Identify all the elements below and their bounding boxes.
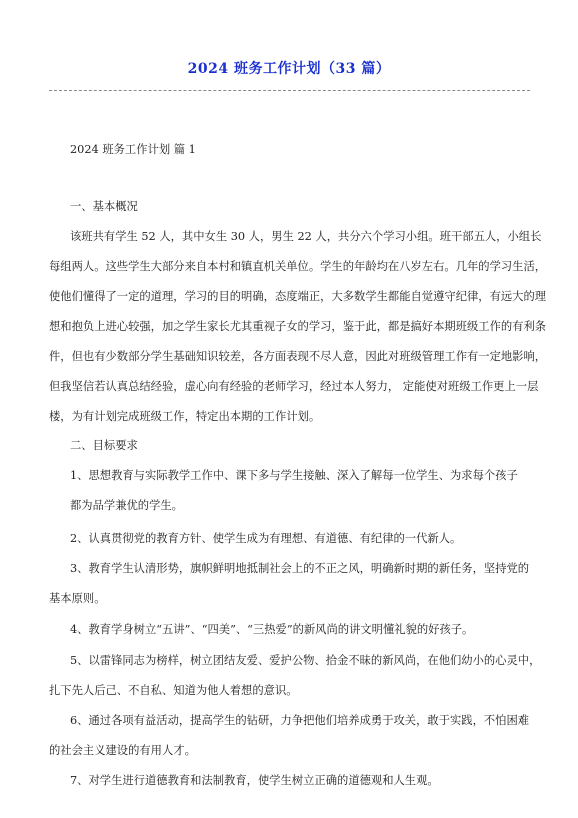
paragraph-line: 但我坚信若认真总结经验，虚心向有经验的老师学习，经过本人努力， 定能使对班级工作更上一层 <box>49 380 539 393</box>
list-item-continuation: 的社会主义建设的有用人才。 <box>49 744 196 757</box>
section-heading-overview: 一、基本概况 <box>70 200 138 213</box>
list-item: 7、对学生进行道德教育和法制教育，使学生树立正确的道德观和人生观。 <box>70 774 439 787</box>
list-item: 4、教育学身树立“五讲”、“四美”、“三热爱”的新风尚的讲文明懂礼貌的好孩子。 <box>70 623 474 636</box>
list-item: 1、思想教育与实际教学工作中、课下多与学生接触、深入了解每一位学生、为求每个孩子 <box>70 469 518 482</box>
list-item: 2、认真贯彻党的教育方针、使学生成为有理想、有道德、有纪律的一代新人。 <box>70 532 462 545</box>
paragraph-line: 想和抱负上进心较强，加之学生家长尤其重视子女的学习，鉴于此，都是搞好本期班级工作的有利条 <box>49 320 547 333</box>
list-item: 6、通过各项有益活动，提高学生的钻研，力争把他们培养成勇于攻关，敢于实践，不怕困难 <box>70 714 530 727</box>
paragraph-line: 件，但也有少数部分学生基础知识较差，各方面表现不尽人意，因此对班级管理工作有一定地影响， <box>49 350 547 363</box>
section-heading-goals: 二、目标要求 <box>70 439 138 452</box>
list-item: 5、以雷锋同志为榜样，树立团结友爱、爱护公物、拾金不昧的新风尚，在他们幼小的心灵中， <box>70 654 541 667</box>
list-item: 3、教育学生认清形势，旗帜鲜明地抵制社会上的不正之风，明确新时期的新任务，坚持党的 <box>70 562 530 575</box>
paragraph-line: 使他们懂得了一定的道理，学习的目的明确，态度端正，大多数学生都能自觉遵守纪律，有远大的理 <box>49 290 547 303</box>
paragraph-line: 每组两人。这些学生大部分来自本村和镇直机关单位。学生的年龄均在八岁左右。几年的学习生活， <box>49 260 547 273</box>
section-subtitle: 2024 班务工作计划 篇 1 <box>70 143 196 156</box>
list-item-continuation: 都为品学兼优的学生。 <box>70 499 183 512</box>
document-title: 2024 班务工作计划（33 篇） <box>187 61 391 77</box>
paragraph-line: 楼，为有计划完成班级工作，特定出本期的工作计划。 <box>49 410 321 423</box>
paragraph-line: 该班共有学生 52 人，其中女生 30 人，男生 22 人，共分六个学习小组。班干部五人，小组长 <box>70 230 542 243</box>
list-item-continuation: 扎下先人后己、不自私、知道为他人着想的意识。 <box>49 684 298 697</box>
title-divider <box>49 90 530 91</box>
list-item-continuation: 基本原则。 <box>49 592 106 605</box>
